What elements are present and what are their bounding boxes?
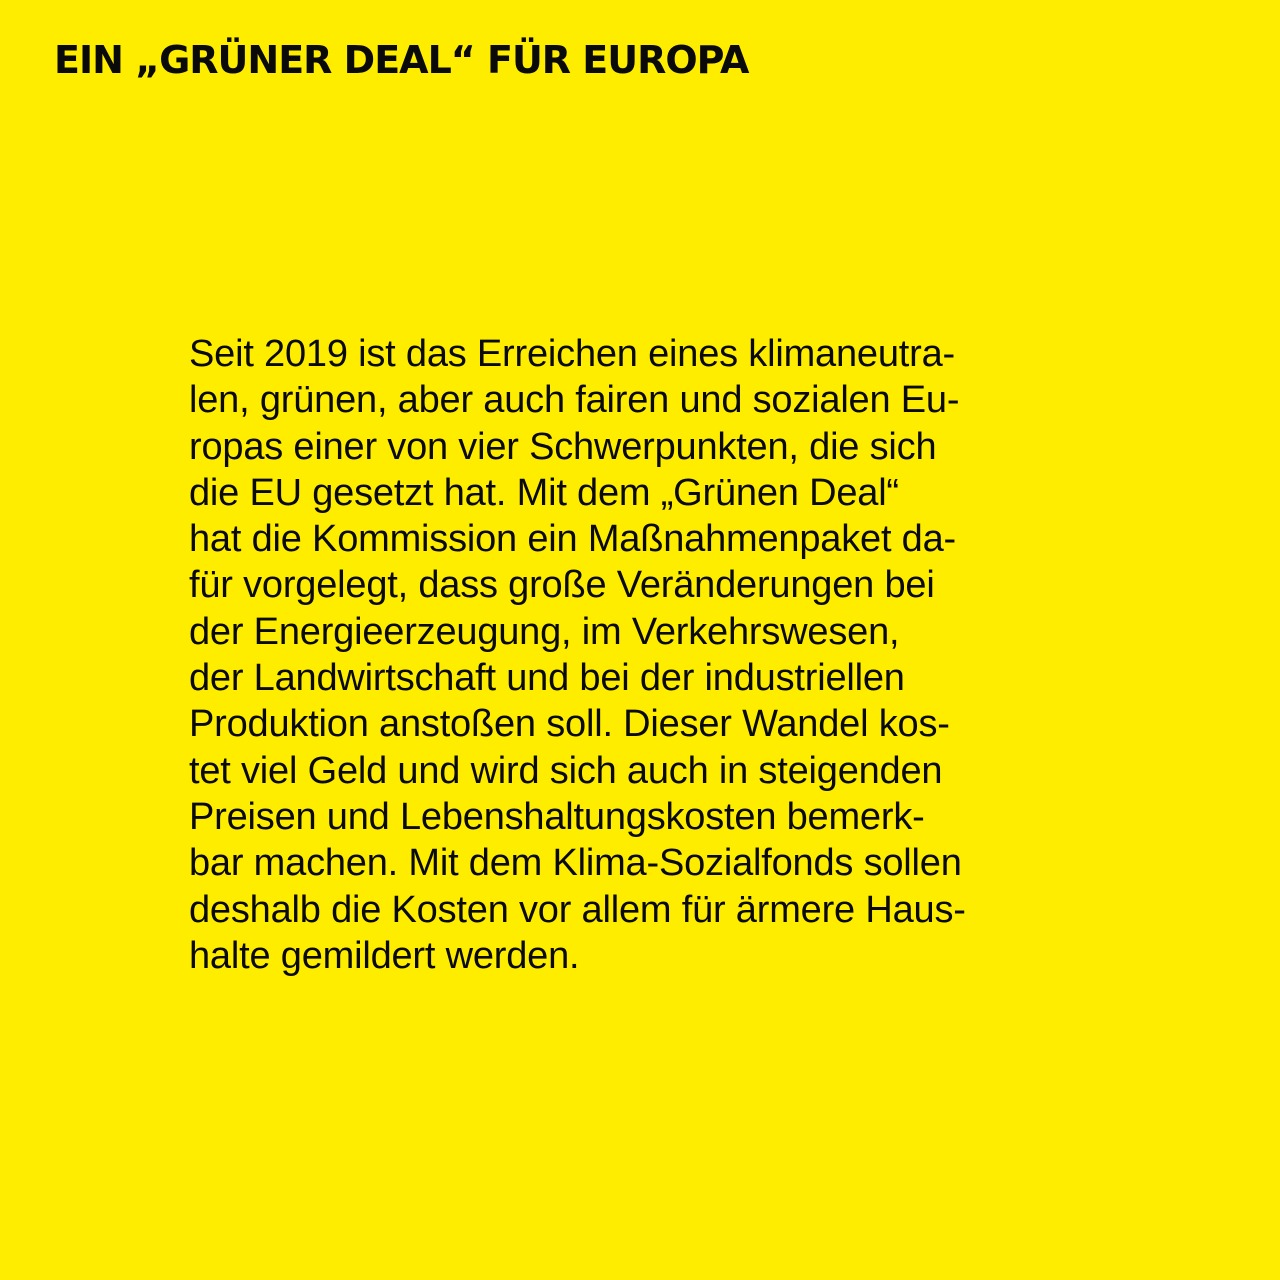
paragraph-line: bar machen. Mit dem Klima-Sozialfonds sollen <box>189 842 962 885</box>
paragraph-line: die EU gesetzt hat. Mit dem „Grünen Deal“ <box>189 471 899 514</box>
paragraph-line: Produktion anstoßen soll. Dieser Wandel kos- <box>189 703 950 746</box>
paragraph-line: der Energieerzeugung, im Verkehrswesen, <box>189 610 900 653</box>
paragraph-line: len, grünen, aber auch fairen und sozialen Eu- <box>189 379 960 422</box>
paragraph-line: der Landwirtschaft und bei der industriellen <box>189 657 905 700</box>
paragraph-line: tet viel Geld und wird sich auch in steigenden <box>189 749 943 792</box>
paragraph-line: Seit 2019 ist das Erreichen eines klimaneutra- <box>189 333 955 375</box>
paragraph-line: für vorgelegt, dass große Veränderungen bei <box>189 564 935 607</box>
paragraph-line: halte gemildert werden. <box>189 934 580 977</box>
paragraph-line: ropas einer von vier Schwerpunkten, die sich <box>189 425 937 468</box>
paragraph-line: deshalb die Kosten vor allem für ärmere Haus- <box>189 888 966 931</box>
page-title: EIN „GRÜNER DEAL“ FÜR EUROPA <box>54 38 749 82</box>
body-paragraph <box>189 331 1129 979</box>
paragraph-line: hat die Kommission ein Maßnahmenpaket da- <box>189 518 956 561</box>
paragraph-line: Preisen und Lebenshaltungskosten bemerk- <box>189 795 925 838</box>
